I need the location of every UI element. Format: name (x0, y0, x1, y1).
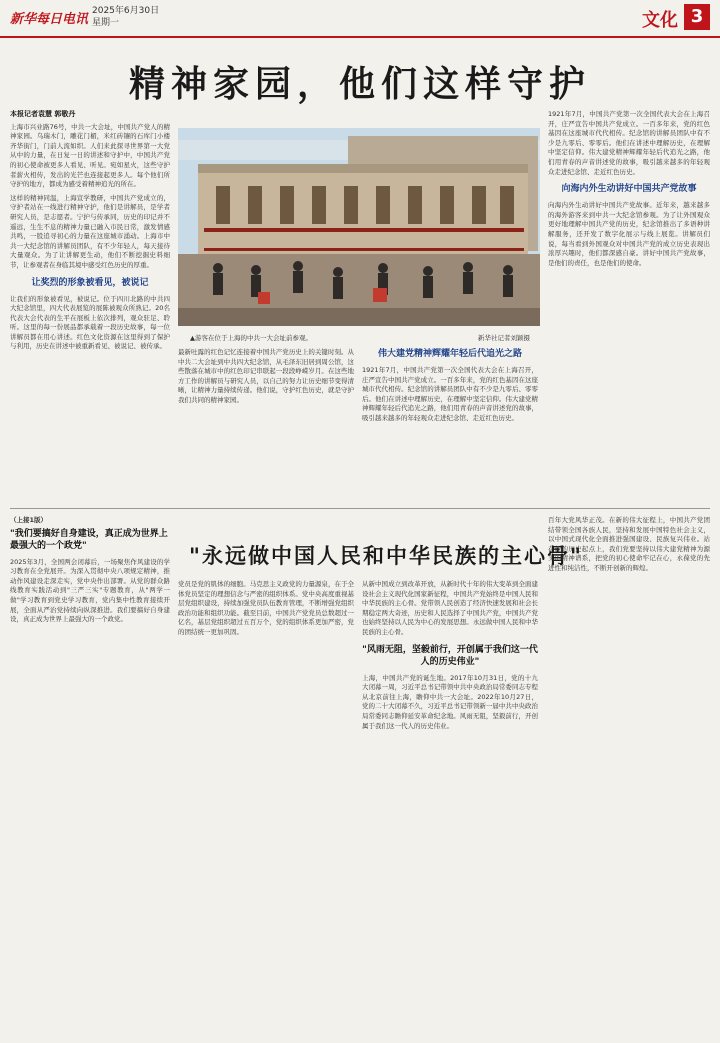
photo-credit: 新华社记者刘颖摄 (478, 334, 530, 342)
article2-col3-text: 从新中国成立到改革开放，从新时代十年的伟大变革到全面建设社会主义现代化国家新征程，中国共产党始终是中国人民和中华民族的主心骨。党带领人民创造了经济快速发展和社会长期稳定两大奇迹，历史和人民选择了中国共产党，中国共产党也始终坚持以人民为中心的发展思想。永远做中国人民和中华民族的主心骨。 (362, 580, 538, 636)
article1-headline: 精神家园，他们这样守护 (128, 63, 591, 105)
article1-col6-text: 向海内外生动讲好中国共产党故事。近年来，越来越多的海外游客来到中共一大纪念馆参观。为了让外国观众更好地理解中国共产党的历史，纪念馆推出了多语种讲解服务，还开发了数字化展示与线上展览。讲解员们说，每当看到外国观众对中国共产党的成立历史表现出浓厚兴趣时，他们都深感自豪。讲好中国共产党故事，是他们的责任，也是他们的使命。 (548, 201, 710, 267)
section-name: 文化 (642, 10, 678, 31)
article2-col3 (362, 580, 538, 1036)
article2-col2-text: 党员是党的肌体的细胞。马克思主义政党的力量源泉，在于全体党员坚定的理想信念与严密的组织体系。党中央高度重视基层党组织建设，持续加强党员队伍教育管理，不断增强党组织政治功能和组织功能。截至目前，中国共产党党员总数超过一亿名，基层党组织超过五百万个，党的组织体系更加严密，党的团结统一更加巩固。 (178, 580, 354, 636)
article1-subhead2: 伟大建党精神辉耀年轻后代追光之路 (377, 349, 522, 359)
article1-col6-text-a: 1921年7月，中国共产党第一次全国代表大会在上海召开，庄严宣告中国共产党成立。一百多年来，党的红色基因在这座城市代代相传。纪念馆的讲解员团队中有不少是九零后、零零后。他们在讲述中理解历史，在理解中坚定信仰。伟大建党精神辉耀年轻后代追光之路，他们用青春的声音讲述党的故事，吸引越来越多的年轻观众走进纪念馆、走近红色历史。 (548, 110, 710, 176)
article1-col5-text: 1921年7月，中国共产党第一次全国代表大会在上海召开，庄严宣告中国共产党成立。一百多年来，党的红色基因在这座城市代代相传。纪念馆的讲解员团队中有不少是九零后、零零后。他们在讲述中理解历史，在理解中坚定信仰。伟大建党精神辉耀年轻后代追光之路，他们用青春的声音讲述党的故事，吸引越来越多的年轻观众走进纪念馆、走近红色历史。 (362, 366, 538, 422)
issue-date-block (92, 5, 159, 29)
article2-col2 (178, 580, 354, 1036)
article1-col6 (548, 110, 710, 502)
article1-col2-text: 这样的精神同温，上海宣学教研，中国共产党成立的，守护者站在一线进行精神守护，他们是讲解员，是学者研究人员，是志愿者。宁护与传承同，历史的印记并不遥远，生生不息的精神力量已融入市民日常，激发情感共鸣，一股追寻初心的力量在这座城市涌动。上海市中共一大纪念馆的讲解员团队，有不少年轻人，每天接待大量观众。为了让讲解更生动，他们不断挖掘史料细节，让参观者在身临其境中感受红色历史的厚重。 (10, 193, 170, 269)
article2-col1 (10, 516, 170, 1036)
article2-col4-text: 上海，中国共产党的诞生地。2017年10月31日，党的十九大闭幕一周，习近平总书记带领中共中央政治局常委同志专程从北京前往上海，瞻仰中共一大会址。2022年10月27日，党的二十大闭幕不久，习近平总书记带领新一届中共中央政治局常委同志瞻仰延安革命纪念地。风雨无阻，坚毅前行，开创属于我们这一代人的历史伟业。 (362, 673, 538, 730)
page-header (0, 0, 720, 38)
article2-subhead-mid: "风雨无阻，坚毅前行，开创属于我们这一代人的历史伟业" (362, 644, 538, 667)
article2-col1-text: 2025年3月，全国两会闭幕后，一场聚焦作风建设的学习教育在全党展开。为深入贯彻中央八项规定精神，推动作风建设走深走实，党中央作出部署。从党的群众路线教育实践活动到"三严三实"专题教育，从"两学一做"学习教育到党史学习教育，党内集中性教育接续开展，全面从严治党持续向纵深推进。我们要搞好自身建设，真正成为世界上最强大的一个政党。 (10, 557, 170, 624)
article1-subhead1: 让奖烈的形象被看见，被说记 (31, 277, 149, 288)
article1-subhead3: 向海内外生动讲好中国共产党故事 (561, 184, 697, 195)
news-photo (178, 128, 540, 326)
memorial-building-illustration (178, 128, 540, 326)
article2-subhead-left: "我们要搞好自身建设，真正成为世界上最强大的一个政党" (10, 528, 168, 551)
article1-col3-text: 让我们的形象被看见，被说记。位于四川北路的中共四大纪念馆里，四大代表展览的展陈被观众所熟记。20名代表大会代表的生平在展板上依次排列，观众驻足、聆听。这里的每一份展品都承载着一段历史故事，每一位讲解员都在用心讲述。红色文化资源在这里得到了保护与利用，历史在讲述中被重新看见、被说记、被传承。 (10, 294, 170, 351)
article2-headline: "永远做中国人民和中华民族的主心骨" (189, 543, 583, 568)
article1-col4 (178, 348, 354, 502)
masthead: 新华每日电讯 (10, 12, 89, 27)
issue-weekday: 星期一 (92, 18, 120, 28)
section-divider (10, 508, 710, 509)
article1-byline: 本报记者袁慧 郭敬丹 (10, 110, 76, 118)
article2-col4 (548, 516, 710, 1036)
photo-caption (190, 333, 530, 342)
article2-col5-text: 百年大党风华正茂。在新的伟大征程上，中国共产党团结带领全国各族人民，坚持和发展中国特色社会主义，以中国式现代化全面推进强国建设、民族复兴伟业。站在新的历史起点上，我们党要坚持以伟大建党精神为源头的精神谱系，把党的初心使命牢记在心，永葆党的先进性和纯洁性，不断开创新的辉煌。 (548, 516, 710, 572)
continued-label: （上接1版） (10, 516, 48, 524)
issue-date: 2025年6月30日 (92, 6, 160, 16)
article1-col5 (362, 348, 538, 502)
article1-col1-text: 上海市兴业路76号，中共一大会址，中国共产党人的精神家园。乌瑞木门，雕花门楣，米红砖镶的石库门小楼齐华街门，门前人流如织。人们来此探寻世界第一大党从中的力量，在日复一日的讲述和守护中，中国共产党的初心使命被更多人看见、听见。宛如星火，这些守护者薪火相传，发出的光芒也连接起更多人。每个他们所守护的地方，都成为感受着精神追光的所在。 (10, 122, 170, 189)
article1-col1 (10, 110, 170, 502)
photo-caption-text: ▲游客在位于上海的中共一大会址前参观。 (190, 334, 312, 342)
article1-col4-text: 最新吐露的红色记忆连接着中国共产党历史上的关键时刻。从中共二大会址到中共四大纪念馆，从毛泽东旧居到周公馆，这些散落在城市中的红色印记串联起一段段峥嵘岁月。在这些地方工作的讲解员与研究人员，以自己的努力让历史细节变得清晰，让精神力量持续传递。他们说，守护红色历史，就是守护我们共同的精神家园。 (178, 348, 354, 404)
page-number: 3 (684, 4, 710, 30)
